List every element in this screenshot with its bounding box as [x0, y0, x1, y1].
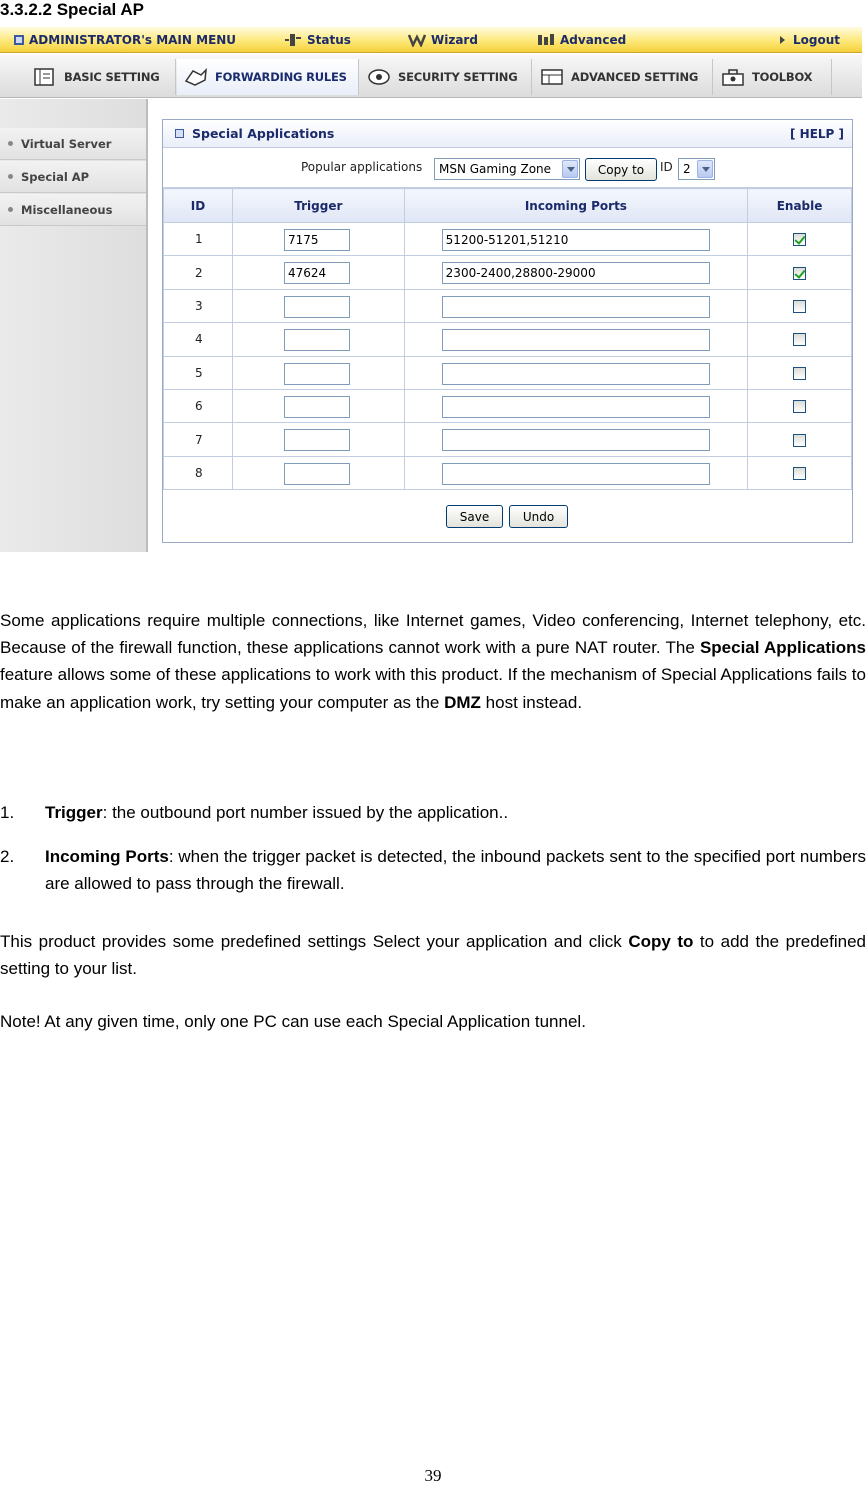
sidebar-item-miscellaneous[interactable] [0, 194, 146, 226]
wizard-icon [408, 33, 426, 47]
sidebar [0, 99, 148, 552]
intro-paragraph [0, 607, 866, 716]
copy-to-button[interactable]: Copy to [585, 158, 657, 181]
square-icon [14, 35, 24, 45]
ports-cell [404, 423, 747, 456]
enable-cell [748, 423, 852, 456]
note-paragraph: Note! At any given time, only one PC can use each Special Application tunnel. [0, 1012, 586, 1031]
trigger-input[interactable]: 7175 [284, 229, 350, 251]
table-row [164, 223, 852, 256]
enable-cell [748, 256, 852, 289]
id-selected-value: 2 [683, 162, 691, 176]
trigger-input[interactable] [284, 329, 350, 351]
main-menu-label: ADMINISTRATOR's MAIN MENU [29, 33, 237, 47]
list-description: : when the trigger packet is detected, the inbound packets sent to the specified port numbers are allowed to pass through the firewall. [45, 847, 866, 894]
advanced-setting-icon [539, 66, 565, 88]
incoming-ports-input[interactable] [442, 463, 710, 485]
intro-text-1: Some applications require multiple connections, like Internet games, Video conferencing, Internet telephony, etc. Because of the firewall function, these applications cannot work with a pure NAT router. The [0, 611, 866, 658]
bullet-icon [8, 207, 13, 212]
top-menu-bar [0, 27, 862, 53]
row-id: 1 [164, 223, 233, 256]
forward-hand-icon [183, 66, 209, 88]
copy-to-bold: Copy to [628, 932, 694, 951]
table-row [164, 323, 852, 356]
tab-advanced-label: ADVANCED SETTING [571, 70, 699, 84]
copy-to-text-2: to add the predefined setting to your list. [0, 932, 866, 979]
trigger-cell [232, 389, 404, 422]
enable-checkbox[interactable] [793, 434, 806, 447]
page-number: 39 [424, 1466, 442, 1485]
column-header-trigger: Trigger [232, 189, 404, 223]
status-link[interactable] [284, 30, 351, 50]
form-buttons [163, 491, 852, 543]
trigger-cell [232, 289, 404, 322]
special-applications-panel [162, 119, 853, 543]
table-row [164, 256, 852, 289]
list-number: 2. [0, 847, 15, 866]
help-link[interactable]: [ HELP ] [789, 127, 844, 141]
security-icon [366, 66, 392, 88]
chevron-down-icon [562, 160, 578, 178]
row-id: 4 [164, 323, 233, 356]
sidebar-item-label: Virtual Server [21, 136, 112, 151]
trigger-input[interactable]: 47624 [284, 262, 350, 284]
incoming-ports-input[interactable] [442, 396, 710, 418]
main-tab-bar [0, 54, 862, 98]
save-button[interactable]: Save [446, 505, 503, 528]
popular-applications-label: Popular applications [301, 160, 423, 174]
enable-checkbox[interactable] [793, 267, 806, 280]
incoming-ports-input[interactable]: 51200-51201,51210 [442, 229, 710, 251]
toolbox-icon [720, 66, 746, 88]
logout-link[interactable] [778, 30, 840, 50]
list-description: : the outbound port number issued by the application.. [102, 803, 509, 822]
incoming-ports-input[interactable] [442, 296, 710, 318]
enable-cell [748, 223, 852, 256]
ports-cell [404, 289, 747, 322]
bullet-icon [8, 141, 13, 146]
tab-basic-setting[interactable] [26, 59, 176, 95]
trigger-input[interactable] [284, 396, 350, 418]
trigger-cell [232, 323, 404, 356]
enable-cell [748, 323, 852, 356]
ports-cell [404, 456, 747, 489]
id-select[interactable] [678, 158, 715, 180]
enable-checkbox[interactable] [793, 233, 806, 246]
chevron-down-icon [697, 160, 713, 178]
list-number: 1. [0, 803, 15, 822]
panel-title-text: Special Applications [192, 126, 335, 141]
sidebar-item-virtual-server[interactable] [0, 128, 146, 160]
book-icon [32, 66, 58, 88]
row-id: 6 [164, 389, 233, 422]
list-item-incoming-ports [0, 843, 866, 903]
incoming-ports-input[interactable] [442, 429, 710, 451]
square-icon [175, 129, 184, 138]
popular-applications-select[interactable] [434, 158, 580, 180]
enable-checkbox[interactable] [793, 467, 806, 480]
list-item-trigger [0, 799, 866, 829]
enable-cell [748, 289, 852, 322]
row-id: 2 [164, 256, 233, 289]
sidebar-item-label: Miscellaneous [21, 202, 113, 217]
incoming-ports-input[interactable] [442, 363, 710, 385]
copy-to-paragraph [0, 928, 866, 982]
trigger-cell [232, 256, 404, 289]
table-row [164, 456, 852, 489]
list-term: Trigger [45, 803, 103, 822]
status-label: Status [307, 33, 351, 47]
wizard-link[interactable] [408, 30, 478, 50]
panel-header [163, 120, 852, 148]
intro-text-3: host instead. [480, 692, 583, 712]
arrow-right-icon [778, 33, 788, 47]
trigger-input[interactable] [284, 296, 350, 318]
main-menu-link[interactable] [14, 30, 236, 50]
ports-cell [404, 323, 747, 356]
tab-security-setting[interactable] [360, 59, 532, 95]
row-id: 5 [164, 356, 233, 389]
status-icon [284, 33, 302, 47]
table-row [164, 289, 852, 322]
column-header-id: ID [164, 189, 233, 223]
table-row [164, 356, 852, 389]
trigger-input[interactable] [284, 429, 350, 451]
advanced-icon [537, 33, 555, 47]
ports-cell [404, 256, 747, 289]
enable-checkbox[interactable] [793, 300, 806, 313]
tab-toolbox[interactable] [714, 59, 832, 95]
row-id: 3 [164, 289, 233, 322]
undo-button[interactable]: Undo [509, 505, 568, 528]
column-header-enable: Enable [748, 189, 852, 223]
trigger-cell [232, 423, 404, 456]
table-row [164, 423, 852, 456]
enable-cell [748, 456, 852, 489]
intro-bold-special-applications: Special Applications [699, 638, 866, 658]
router-ui-screenshot [0, 27, 862, 552]
tab-forwarding-rules[interactable] [177, 59, 359, 95]
trigger-input[interactable] [284, 463, 350, 485]
incoming-ports-input[interactable]: 2300-2400,28800-29000 [442, 262, 710, 284]
table-header-row [164, 189, 852, 223]
tab-forwarding-label: FORWARDING RULES [215, 70, 347, 84]
advanced-label: Advanced [560, 33, 627, 47]
tab-toolbox-label: TOOLBOX [752, 70, 813, 84]
sidebar-item-label: Special AP [21, 169, 90, 184]
trigger-input[interactable] [284, 363, 350, 385]
trigger-cell [232, 456, 404, 489]
tab-basic-label: BASIC SETTING [64, 70, 160, 84]
trigger-cell [232, 223, 404, 256]
popular-selected-value: MSN Gaming Zone [439, 162, 552, 176]
id-label: ID [660, 160, 673, 174]
popular-applications-row [163, 148, 852, 188]
bullet-icon [8, 174, 13, 179]
enable-cell [748, 356, 852, 389]
enable-checkbox[interactable] [793, 367, 806, 380]
incoming-ports-input[interactable] [442, 329, 710, 351]
intro-text-2: feature allows some of these applications to work with this product. If the mechanism of Special Applications fails to make an application work, try setting your computer as the [0, 665, 866, 712]
advanced-link[interactable] [537, 30, 626, 50]
row-id: 8 [164, 456, 233, 489]
list-term: Incoming Ports [45, 847, 169, 866]
enable-checkbox[interactable] [793, 333, 806, 346]
ports-cell [404, 356, 747, 389]
enable-checkbox[interactable] [793, 400, 806, 413]
tab-security-label: SECURITY SETTING [398, 70, 518, 84]
panel-title [175, 126, 334, 141]
trigger-cell [232, 356, 404, 389]
column-header-incoming-ports: Incoming Ports [404, 189, 747, 223]
sidebar-item-special-ap[interactable] [0, 161, 146, 193]
section-heading: 3.3.2.2 Special AP [0, 0, 144, 19]
row-id: 7 [164, 423, 233, 456]
ports-cell [404, 223, 747, 256]
table-row [164, 389, 852, 422]
ports-cell [404, 389, 747, 422]
special-applications-table [163, 188, 852, 490]
wizard-label: Wizard [431, 33, 478, 47]
logout-label: Logout [793, 33, 841, 47]
copy-to-text-1: This product provides some predefined settings Select your application and click [0, 932, 629, 951]
enable-cell [748, 389, 852, 422]
tab-advanced-setting[interactable] [533, 59, 713, 95]
intro-bold-dmz: DMZ [444, 692, 481, 712]
